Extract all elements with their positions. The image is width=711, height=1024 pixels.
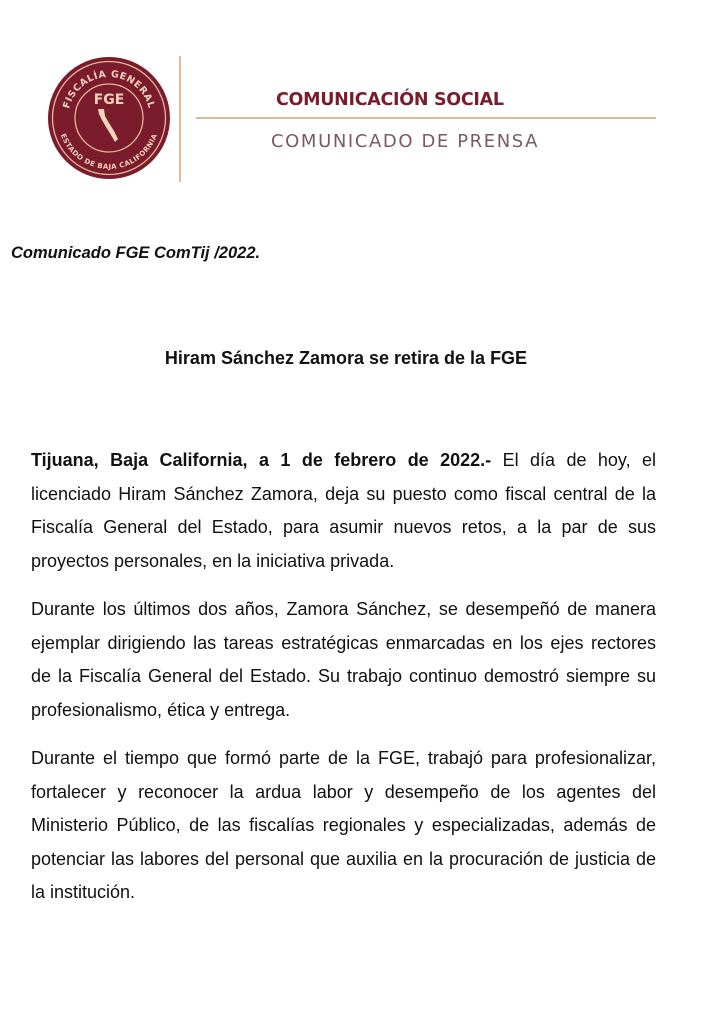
fge-logo [44,56,174,180]
fge-seal-graphic [44,56,174,180]
paragraph-1-text: El día de hoy, el licenciado Hiram Sánchez Zamora, deja su puesto como fiscal central de la Fiscalía General del Estado, para asumir nuevos retos, a la par de sus proyectos personales, en la iniciativa privada. [31,450,656,571]
press-release-body [31,444,656,925]
logo-center-text: FGE [93,92,125,108]
header-subtitle: COMUNICADO DE PRENSA [271,131,540,152]
dateline: Tijuana, Baja California, a 1 de febrero de 2022.- [31,450,492,470]
press-release-reference: Comunicado FGE ComTij /2022. [11,244,261,262]
press-release-headline: Hiram Sánchez Zamora se retira de la FGE [164,348,528,368]
header-title: COMUNICACIÓN SOCIAL [276,90,504,110]
body-paragraph-1 [31,444,656,578]
header-divider-horizontal [196,117,656,119]
body-paragraph-3: Durante el tiempo que formó parte de la FGE, trabajó para profesionalizar, fortalecer y reconocer la ardua labor y desempeño de los agentes del Ministerio Público, de las fiscalías regionales y especializadas, además de potenciar las labores del personal que auxilia en la procuración de justicia de la institución. [31,748,656,902]
header-divider-vertical [179,56,181,182]
logo-ring-bottom-text: ESTADO DE BAJA CALIFORNIA [58,132,160,172]
body-paragraph-2: Durante los últimos dos años, Zamora Sánchez, se desempeñó de manera ejemplar dirigiendo las tareas estratégicas enmarcadas en los ejes rectores de la Fiscalía General del Estado. Su trabajo continuo demostró siempre su profesionalismo, ética y entrega. [31,599,656,720]
logo-ring-top-text: FISCALÍA GENERAL [61,68,157,110]
